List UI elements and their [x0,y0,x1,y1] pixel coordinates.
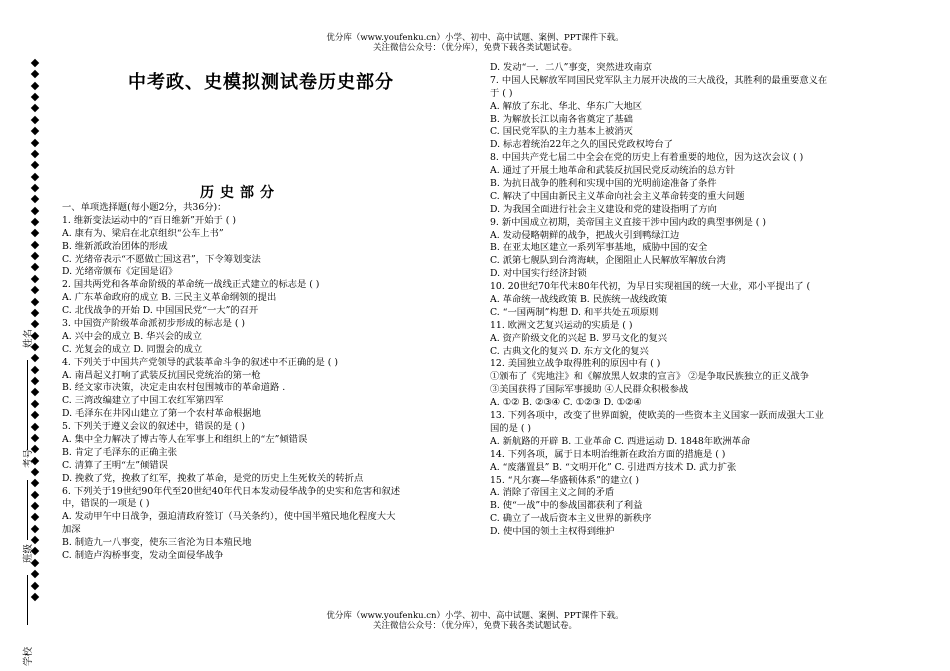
footer-line-2: 关注微信公众号：（优分库），免费下载各类试题试卷。 [372,621,577,631]
question-line: B. 使“一战”中的参战国都获利了利益 [490,500,643,512]
name-label: 姓名 [23,328,34,348]
diamond-mark [31,218,39,226]
diamond-mark [31,354,39,362]
question-line: 10. 20世纪70年代末80年代初，为早日实现祖国的统一大业，邓小平提出了 ( [490,281,811,293]
footer-line-1: 优分库（www.youfenku.cn）小学、初中、高中试题、案例、PPT课件下载。 [326,611,624,621]
diamond-mark [31,422,39,430]
question-line: A. 南昌起义打响了武装反抗国民党统治的第一枪 [62,369,261,381]
diamond-mark [31,195,39,203]
question-line: C. 制造卢沟桥事变，发动全面侵华战争 [62,550,224,562]
question-line: A. 康有为、梁启在北京组织“公车上书” [62,227,224,239]
question-line: D. 发动“一．二八”事变，突然进攻南京 [490,62,652,73]
diamond-mark [31,172,39,180]
diamond-mark [31,513,39,521]
question-line: A. “废藩置县” B. “文明开化” C. 引进西方技术 D. 武力扩张 [490,461,737,473]
question-line: 4. 下列关于中国共产党领导的武装革命斗争的叙述中不正确的是 ( ) [62,356,339,368]
header-line-1: 优分库（www.youfenku.cn）小学、初中、高中试题、案例、PPT课件下载。 [326,33,624,43]
question-line: A. 发动甲午中日战争，强迫清政府签订（马关条约），使中国半殖民地化程度大大 [62,511,396,523]
question-line: B. 维新派政治团体的形成 [62,240,168,252]
question-line: 3. 中国资产阶级革命派初步形成的标志是 ( ) [62,318,246,330]
question-line: 14. 下列各项，属于日本明治维新在政治方面的措施是 ( ) [490,448,726,460]
question-line: 11. 欧洲文艺复兴运动的实质是 ( ) [490,319,633,331]
diamond-mark [31,400,39,408]
question-line: A. 集中全力解决了博古等人在军事上和组织上的“左”倾错误 [62,434,308,446]
question-line: A. 兴中会的成立 B. 华兴会的成立 [62,330,202,342]
question-line: B. 在亚太地区建立一系列军事基地，威胁中国的安全 [490,242,708,254]
right-column [490,62,910,539]
question-line: C. 光绪帝表示“不愿做亡国这君”，下令筹划变法 [62,253,261,265]
diamond-mark [31,309,39,317]
header-line-2: 关注微信公众号：（优分库），免费下载各类试题试卷。 [372,43,577,53]
question-line: C. 派第七舰队到台湾海峡，企图阻止人民解放军解放台湾 [490,255,726,267]
left-column [62,202,480,563]
diamond-mark [31,490,39,498]
diamond-mark [31,138,39,146]
question-line: 9. 新中国成立初期，美帝国主义直接干涉中国内政的典型事例是 ( ) [490,216,767,228]
question-line: D. 为我国全面进行社会主义建设和党的建设指明了方向 [490,203,717,215]
question-line: C. 解决了中国由新民主义革命向社会主义革命转变的重大问题 [490,190,745,202]
diamond-mark [31,206,39,214]
diamond-mark [31,184,39,192]
question-line: 12. 美国独立战争取得胜利的原因中有 ( ) [490,358,661,370]
school-label: 学校 [23,646,34,666]
question-line: A. 发动侵略朝鲜的战争，把战火引到鸭绿江边 [490,229,680,241]
question-line: 国的是 ( ) [490,422,532,434]
question-line: C. 三湾改编建立了中国工农红军第四军 [62,395,224,407]
diamond-mark [31,297,39,305]
question-line: D. 光绪帝颁布《定国是诏》 [62,266,178,278]
question-line: B. 肯定了毛泽东的正确主张 [62,446,178,458]
question-line: C. 古典文化的复兴 D. 东方文化的复兴 [490,345,649,357]
question-line: B. 为解放长江以南各省奠定了基础 [490,113,633,125]
diamond-mark [31,263,39,271]
diamond-mark [31,411,39,419]
question-line: 加深 [62,524,81,536]
diamond-mark [31,127,39,135]
diamond-mark [31,81,39,89]
question-line: D. 标志着统治22年之久的国民党政权垮台了 [490,139,673,151]
diamond-mark [31,388,39,396]
diamond-mark [31,524,39,532]
question-line: 于 ( ) [490,87,513,99]
question-line: 15. “凡尔赛—华盛顿体系”的建立( ) [490,474,640,486]
diamond-mark [31,241,39,249]
diamond-mark [31,150,39,158]
question-line: 5. 下列关于遵义会议的叙述中，错误的是 ( ) [62,421,246,433]
question-line: B. 经文家市决策，决定走由农村包围城市的革命道路 . [62,382,286,394]
question-line: A. 资产阶级文化的兴起 B. 罗马文化的复兴 [490,332,668,344]
question-line: ③美国获得了国际军事援助 ④人民群众积极参战 [490,384,689,396]
diamond-mark [31,59,39,67]
question-line: B. 为抗日战争的胜利和实现中国的光明前途准备了条件 [490,178,717,190]
question-line: C. 国民党军队的主力基本上被消灭 [490,126,633,138]
diamond-mark [31,286,39,294]
question-line: 13. 下列各项中，改变了世界面貌，使欧美的一些资本主义国家一跃而成强大工业 [490,410,824,422]
diamond-mark [31,229,39,237]
section-title: 历史部分 [200,185,280,201]
page-header [0,33,950,53]
diamond-mark [31,468,39,476]
question-line: C. 清算了王明“左”倾错误 [62,459,168,471]
question-line: 中，错误的一项是 ( ) [62,498,150,510]
page-title: 中考政、史模拟测试卷历史部分 [128,72,394,93]
question-line: A. ①② B. ②③④ C. ①②③ D. ①②④ [490,397,642,409]
diamond-mark [31,377,39,385]
diamond-mark [31,581,39,589]
question-line: 1. 维新变法运动中的“百日维新”开始于 ( ) [62,214,236,226]
question-line: 一、单项选择题(每小题2分，共36分)： [62,202,227,213]
question-line: 6. 下列关于19世纪90年代至20世纪40年代日本发动侵华战争的史实和危害和叙述 [62,485,401,497]
question-line: A. 消除了帝国主义之间的矛盾 [490,487,615,499]
question-line: A. 通过了开展土地革命和武装反抗国民党反动统治的总方针 [490,165,736,177]
question-line: D. 毛泽东在井冈山建立了第一个农村革命根据地 [62,408,261,420]
diamond-mark [31,161,39,169]
diamond-mark [31,320,39,328]
question-line: A. 解放了东北、华北、华东广大地区 [490,100,643,112]
diamond-mark [31,70,39,78]
binding-line [27,360,28,450]
exam-number-label: 考号 [23,448,34,468]
diamond-mark [31,104,39,112]
diamond-mark [31,93,39,101]
diamond-mark [31,275,39,283]
diamond-mark [31,502,39,510]
diamond-mark [31,479,39,487]
question-line: C. 光复会的成立 D. 同盟会的成立 [62,343,203,355]
question-line: C. “一国两制”构想 D. 和平共处五项原则 [490,306,659,318]
diamond-mark [31,434,39,442]
diamond-mark [31,593,39,601]
question-line: B. 制造九一八事变，使东三省沦为日本殖民地 [62,537,252,549]
diamond-mark [31,116,39,124]
question-line: 8. 中国共产党七届二中全会在党的历史上有着重要的地位，因为这次会议 ( ) [490,152,804,164]
question-line: A. 新航路的开辟 B. 工业革命 C. 西进运动 D. 1848年欧洲革命 [490,435,751,447]
question-line: 2. 国共两党和各革命阶级的革命统一战线正式建立的标志是 ( ) [62,279,320,291]
question-line: D. 使中国的领土主权得到维护 [490,526,615,538]
question-line: D. 挽救了党，挽救了红军，挽救了革命，是党的历史上生死攸关的转折点 [62,472,364,484]
question-line: ①颁布了《宪地注》和《解放黑人奴隶的宣言》 ②是争取民族独立的正义战争 [490,371,810,383]
page-footer [0,611,950,631]
class-label: 班级 [23,543,34,563]
question-line: C. 北伐战争的开始 D. 中国国民党“一大”的召开 [62,305,259,317]
diamond-mark [31,570,39,578]
diamond-mark [31,252,39,260]
diamond-mark [31,365,39,373]
question-line: A. 革命统一战线政策 B. 民族统一战线政策 [490,294,668,306]
question-line: A. 广东革命政府的成立 B. 三民主义革命纲领的提出 [62,292,277,304]
question-line: 7. 中国人民解放军同国民党军队主力展开决战的三大战役，其胜利的最重要意义在 [490,74,828,86]
binding-line [27,480,28,540]
question-line: C. 确立了一战后资本主义世界的新秩序 [490,513,652,525]
question-line: D. 对中国实行经济封锁 [490,268,587,280]
